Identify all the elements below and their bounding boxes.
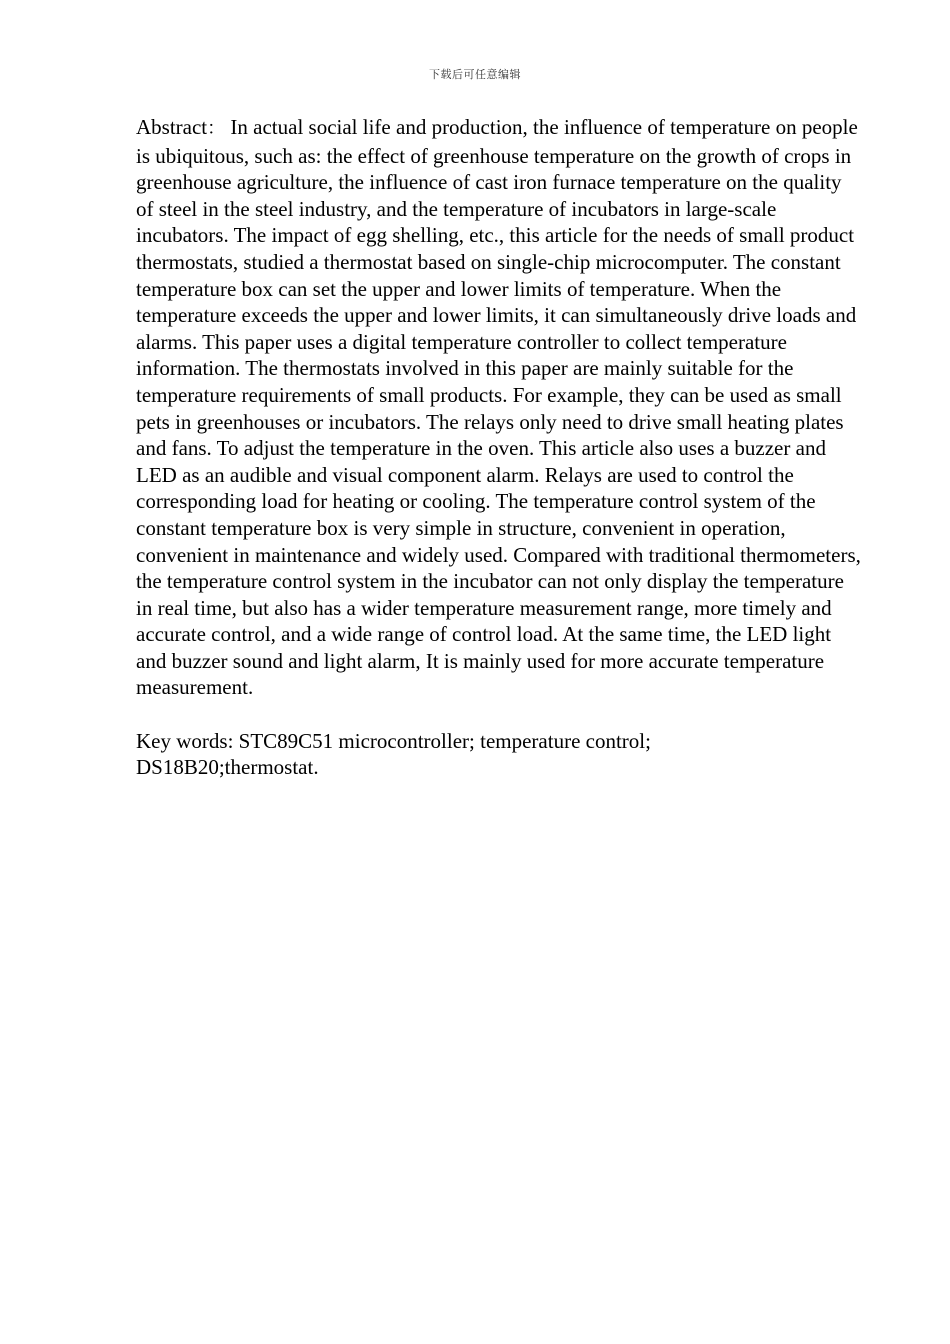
abstract-section xyxy=(136,114,864,781)
header-note: 下载后可任意编辑 xyxy=(429,68,521,81)
abstract-text: In actual social life and production, the influence of temperature on people is ubiquitous, such as: the effect of greenhouse temperature on the growth of crops in greenhouse agriculture, the influence of cast iron furnace temperature on the quality of steel in the steel industry, and the temperature of incubators in large-scale incubators. The impact of egg shelling, etc., this article for the needs of small product thermostats, studied a thermostat based on single-chip microcomputer. The constant temperature box can set the upper and lower limits of temperature. When the temperature exceeds the upper and lower limits, it can simultaneously drive loads and alarms. This paper uses a digital temperature controller to collect temperature information. The thermostats involved in this paper are mainly suitable for the temperature requirements of small products. For example, they can be used as small pets in greenhouses or incubators. The relays only need to drive small heating plates and fans. To adjust the temperature in the oven. This article also uses a buzzer and LED as an audible and visual component alarm. Relays are used to control the corresponding load for heating or cooling. The temperature control system of the constant temperature box is very simple in structure, convenient in operation, convenient in maintenance and widely used. Compared with traditional thermometers, the temperature control system in the incubator can not only display the temperature in real time, but also has a wider temperature measurement range, more timely and accurate control, and a wide range of control load. At the same time, the LED light and buzzer sound and light alarm, It is mainly used for more accurate temperature measurement. xyxy=(136,115,861,700)
abstract-label: Abstract xyxy=(136,115,208,139)
abstract-paragraph xyxy=(136,114,864,701)
keywords-line-2: DS18B20;thermostat. xyxy=(136,755,319,780)
keywords-line-1: Key words: STC89C51 microcontroller; temperature control; xyxy=(136,728,651,753)
abstract-colon: ： xyxy=(207,118,226,139)
keywords-paragraph xyxy=(136,728,864,781)
